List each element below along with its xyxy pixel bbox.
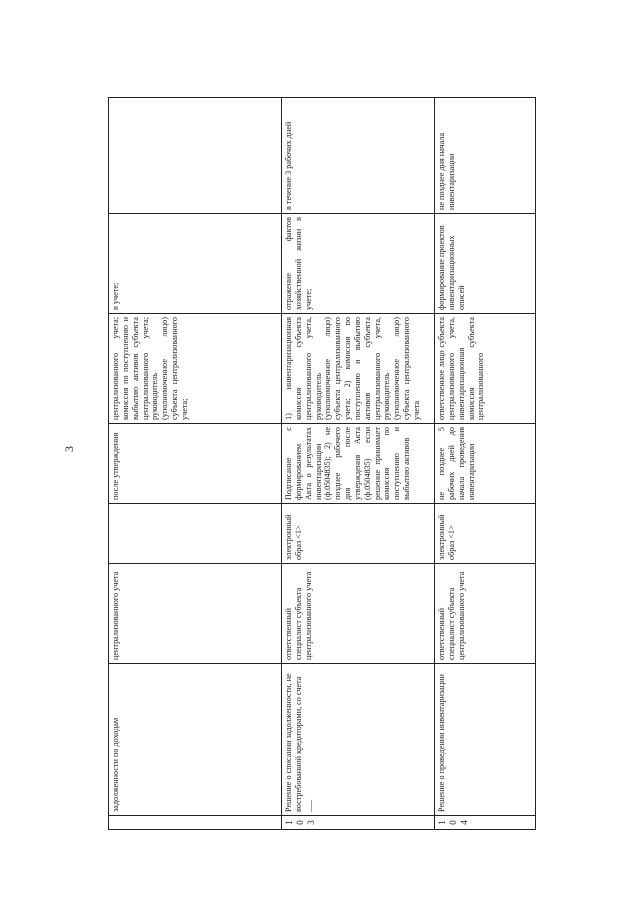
responsible-cell: ответственный специалист субъекта централизованного учета [435,564,536,664]
table-row [109,98,282,830]
term-cell: Подписание с формированием Акта о результатах инвентаризации (ф.0504835); 2) не позднее рабочего дня после утверждения Акта (ф.0504835) если решение принимает комиссия по поступлению и выбытию активов [282,424,435,504]
form-cell: электронный образ <1> [435,504,536,564]
responsible-cell: ответственный специалист субъекта централизованного учета [282,564,435,664]
result-cell: отражение фактов хозяйственной жизни в учете; [282,214,435,314]
row-number [109,816,282,830]
page-number: 3 [62,446,76,452]
term-cell: не позднее 5 рабочих дней до начала проведения инвентаризации [435,424,536,504]
term-cell: после утверждения [109,424,282,504]
result-cell: формирование проектов инвентаризационных описей [435,214,536,314]
row-number: 103 [282,816,435,830]
document-table [108,97,536,830]
table-row [282,98,435,830]
responsible-cell: централизованного учета [109,564,282,664]
row-number: 104 [435,816,536,830]
table-row [435,98,536,830]
control-cell: централизованного учета; комиссия по поступлению и выбытию активов субъекта централизованного учета; руководитель (уполномоченное лицо) субъекта централизованного учета; [109,314,282,424]
periodicity-cell: в течение 3 рабочих дней [282,98,435,214]
control-cell: 1) инвентаризационная комиссия субъекта централизованного учета, руководитель (уполномоченное лицо) субъекта централизованного учета; 2) комиссия по поступлению и выбытию активов субъекта централизованного учета, руководитель (уполномоченное лицо) субъекта централизованного учета [282,314,435,424]
document-name-cell: Решение о проведении инвентаризации [435,664,536,816]
rotated-table-wrapper [108,98,538,830]
periodicity-cell: не позднее дня начала инвентаризации [435,98,536,214]
form-cell: электронный образ <1> [282,504,435,564]
periodicity-cell [109,98,282,214]
result-cell: в учете; [109,214,282,314]
control-cell: ответственное лицо субъекта централизованного учета, инвентаризационная комиссия субъекта централизованного [435,314,536,424]
document-name-cell: Решение о списании задолженности, не востребованной кредиторами, со счета ___ [282,664,435,816]
document-name-cell: задолженности по доходам [109,664,282,816]
form-cell [109,504,282,564]
